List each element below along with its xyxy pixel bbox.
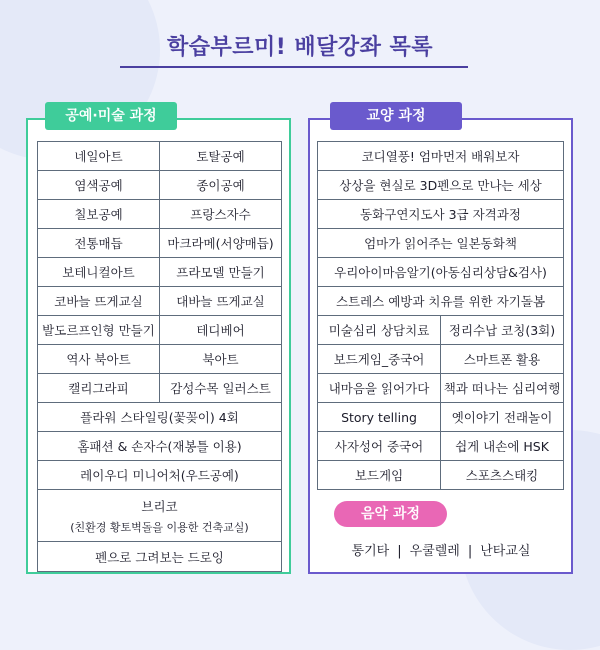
course-cell: 역사 북아트 <box>38 345 160 374</box>
separator: | <box>467 544 473 559</box>
course-cell: 감성수목 일러스트 <box>160 374 282 403</box>
course-cell: Story telling <box>318 403 441 432</box>
course-cell: 네일아트 <box>38 142 160 171</box>
craft-art-tag: 공예·미술 과정 <box>45 102 177 130</box>
brico-title: 브리코 <box>141 498 178 514</box>
course-cell: 종이공예 <box>160 171 282 200</box>
course-cell: 레이우디 미니어처(우드공예) <box>38 461 282 490</box>
course-cell: 발도르프인형 만들기 <box>38 316 160 345</box>
course-cell: 프랑스자수 <box>160 200 282 229</box>
course-cell: 쉽게 내손에 HSK <box>441 432 564 461</box>
music-course: 난타교실 <box>480 544 531 559</box>
course-cell: 홈패션 & 손자수(재봉틀 이용) <box>38 432 282 461</box>
course-cell: 스포츠스태킹 <box>441 461 564 490</box>
course-cell-brico <box>38 490 282 542</box>
music-course: 우쿨렐레 <box>409 544 460 559</box>
course-cell: 사자성어 중국어 <box>318 432 441 461</box>
music-tag: 음악 과정 <box>334 501 447 527</box>
course-cell: 칠보공예 <box>38 200 160 229</box>
course-cell: 대바늘 뜨게교실 <box>160 287 282 316</box>
course-cell: 전통매듭 <box>38 229 160 258</box>
liberal-arts-tag: 교양 과정 <box>330 102 462 130</box>
course-cell: 엄마가 읽어주는 일본동화책 <box>318 229 564 258</box>
liberal-arts-course-table <box>317 141 564 490</box>
course-cell: 염색공예 <box>38 171 160 200</box>
course-cell: 보드게임 <box>318 461 441 490</box>
course-cell: 정리수납 코칭(3회) <box>441 316 564 345</box>
course-cell: 마크라메(서양매듭) <box>160 229 282 258</box>
course-cell: 내마음을 읽어가다 <box>318 374 441 403</box>
course-cell: 테디베어 <box>160 316 282 345</box>
course-cell: 플라워 스타일링(꽃꽂이) 4회 <box>38 403 282 432</box>
course-cell: 보테니컬아트 <box>38 258 160 287</box>
brico-subtitle: (친환경 황토벽돌을 이용한 건축교실) <box>70 520 249 534</box>
course-cell: 토탈공예 <box>160 142 282 171</box>
course-cell: 책과 떠나는 심리여행 <box>441 374 564 403</box>
separator: | <box>397 544 402 559</box>
course-cell: 스트레스 예방과 치유를 위한 자기돌봄 <box>318 287 564 316</box>
page-title: 학습부르미! 배달강좌 목록 <box>166 35 434 60</box>
course-cell: 북아트 <box>160 345 282 374</box>
course-cell: 동화구연지도사 3급 자격과정 <box>318 200 564 229</box>
course-cell: 코바늘 뜨게교실 <box>38 287 160 316</box>
music-course: 통기타 <box>351 544 390 559</box>
course-cell: 스마트폰 활용 <box>441 345 564 374</box>
course-cell: 캘리그라피 <box>38 374 160 403</box>
course-cell: 보드게임_중국어 <box>318 345 441 374</box>
course-cell: 옛이야기 전래놀이 <box>441 403 564 432</box>
music-course-row <box>316 540 566 559</box>
course-cell: 펜으로 그려보는 드로잉 <box>38 542 282 572</box>
craft-art-course-table <box>37 141 282 572</box>
course-cell: 우리아이마음알기(아동심리상담&검사) <box>318 258 564 287</box>
course-cell: 프라모델 만들기 <box>160 258 282 287</box>
course-cell: 미술심리 상담치료 <box>318 316 441 345</box>
course-cell: 상상을 현실로 3D펜으로 만나는 세상 <box>318 171 564 200</box>
course-cell: 코디열풍! 엄마먼저 배워보자 <box>318 142 564 171</box>
title-underline <box>120 66 468 68</box>
